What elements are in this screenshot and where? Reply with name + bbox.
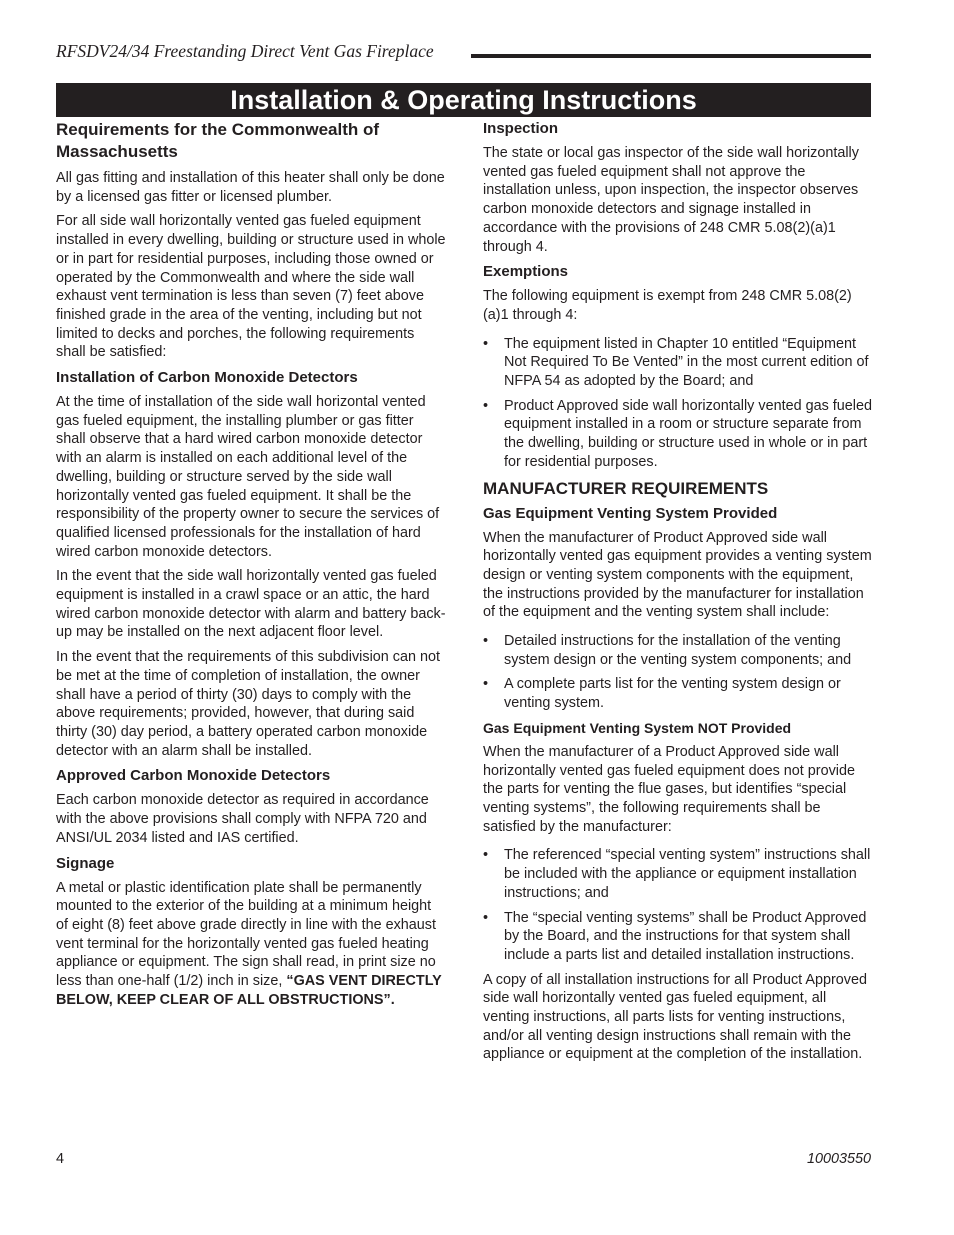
left-column (56, 119, 446, 1015)
list-item: • The “special venting systems” shall be Product Approved by the Board, and the instructions for that system shall include a parts list and detailed installation instructions. (483, 909, 867, 963)
paragraph: In the event that the requirements of this subdivision can not be met at the time of completion of installation, the owner shall have a period of thirty (30) days to comply with the above requirements; provided, however, that during said thirty (30) day period, a battery operated carbon monoxide detector with an alarm shall be installed. (56, 649, 440, 759)
paragraph: The state or local gas inspector of the side wall horizontally vented gas fueled equipment shall not approve the installation unless, upon inspection, the inspector observes carbon monoxide detectors and signage installed in accordance with the provisions of 248 CMR 5.08(2)(a)1 through 4. (483, 145, 859, 255)
list-item: • Product Approved side wall horizontally vented gas fueled equipment installed in a room or structure separate from the dwelling, building or structure used in whole or in part for residential purposes. (483, 397, 872, 470)
manufacturer-requirements-heading: MANUFACTURER REQUIREMENTS (483, 478, 769, 498)
running-header (56, 40, 871, 66)
bullet-icon: • (483, 397, 489, 414)
inspection-heading: Inspection (483, 120, 559, 137)
paragraph: The following equipment is exempt from 248 CMR 5.08(2)(a)1 through 4: (483, 288, 852, 323)
page-number: 4 (56, 1151, 65, 1167)
venting-not-provided-heading: Gas Equipment Venting System NOT Provided (483, 719, 792, 736)
exemptions-list (483, 335, 873, 472)
venting-provided-heading: Gas Equipment Venting System Provided (483, 504, 778, 522)
signage-heading: Signage (56, 854, 115, 872)
paragraph: For all side wall horizontally vented gas fueled equipment installed in every dwelling, building or structure used in whole or in part for residential purposes, including those owned or operated by the Commonwealth and where the side wall exhaust vent termination is less than seven (7) feet above finished grade in the area of the venting, including but not limited to decks and porches, the following requirements shall be satisfied: (56, 213, 446, 361)
right-column (483, 119, 873, 1070)
co-installation-heading: Installation of Carbon Monoxide Detectors (56, 369, 358, 387)
massachusetts-heading: Requirements for the Commonwealth of Massachusetts (56, 120, 380, 161)
bullet-icon: • (483, 633, 489, 650)
paragraph: When the manufacturer of Product Approved side wall horizontally vented gas equipment provides a venting system design or venting system components with the equipment, the instructions provided by the manufacturer for installation of the equipment and the venting system shall include: (483, 529, 872, 621)
paragraph: At the time of installation of the side wall horizontal vented gas fueled equipment, the installing plumber or gas fitter shall observe that a hard wired carbon monoxide detector with an alarm is installed on each additional level of the dwelling, building or structure served by the side wall horizontally vented gas fueled equipment. It shall be the responsibility of the property owner to secure the services of qualified licensed professionals for the installation of hard wired carbon monoxide detectors. (56, 394, 440, 560)
exemptions-heading: Exemptions (483, 263, 569, 281)
paragraph: All gas fitting and installation of this heater shall only be done by a licensed gas fitter or licensed plumber. (56, 170, 445, 205)
signage-text: A metal or plastic identification plate shall be permanently mounted to the exterior of the building at a minimum height of eight (8) feet above grade directly in line with the exhaust vent terminal for the horizontally vented gas fueled heating appliance or equipment. The sign shall read, in print size no less than one-half (1/2) inch in size, (56, 879, 436, 990)
paragraph: A copy of all installation instructions for all Product Approved side wall horizontally vented gas fueled equipment, all venting instructions, all parts lists for venting instructions, and/or all venting design instructions shall remain with the appliance or equipment at the completion of the installation. (483, 971, 867, 1063)
list-item: • The equipment listed in Chapter 10 entitled “Equipment Not Required To Be Vented” in the most current edition of NFPA 54 as adopted by the Board; and (483, 335, 869, 390)
running-title: RFSDV24/34 Freestanding Direct Vent Gas Fireplace (56, 41, 434, 61)
paragraph: When the manufacturer of a Product Approved side wall horizontally vented gas fueled equipment does not provide the parts for venting the flue gases, but identifies “special venting systems”, the following requirements shall be satisfied by the manufacturer: (483, 743, 856, 835)
bullet-icon: • (483, 847, 489, 864)
bullet-icon: • (483, 909, 489, 926)
approved-detectors-heading: Approved Carbon Monoxide Detectors (56, 767, 331, 785)
signage-warning-text: “GAS VENT DIRECTLY BELOW, KEEP CLEAR OF ALL OBSTRUCTIONS”. (56, 973, 442, 1008)
document-number: 10003550 (806, 1151, 871, 1167)
page-title: Installation & Operating Instructions (56, 83, 871, 117)
bullet-icon: • (483, 335, 489, 352)
bullet-icon: • (483, 676, 489, 693)
header-rule (471, 54, 871, 58)
list-item: • Detailed instructions for the installation of the venting system design or the venting system components; and (483, 633, 852, 668)
signage-paragraph (56, 879, 446, 1010)
paragraph: In the event that the side wall horizontally vented gas fueled equipment is installed in a crawl space or an attic, the hard wired carbon monoxide detector with alarm and battery back-up may be installed on the next adjacent floor level. (56, 568, 446, 641)
paragraph: Each carbon monoxide detector as required in accordance with the above provisions shall comply with NFPA 720 and ANSI/UL 2034 listed and IAS certified. (56, 792, 429, 846)
venting-provided-list (483, 632, 873, 713)
list-item: • The referenced “special venting system” instructions shall be included with the appliance or equipment installation instructions; and (483, 847, 871, 901)
list-item: • A complete parts list for the venting system design or venting system. (483, 676, 841, 712)
venting-not-provided-list (483, 846, 873, 964)
